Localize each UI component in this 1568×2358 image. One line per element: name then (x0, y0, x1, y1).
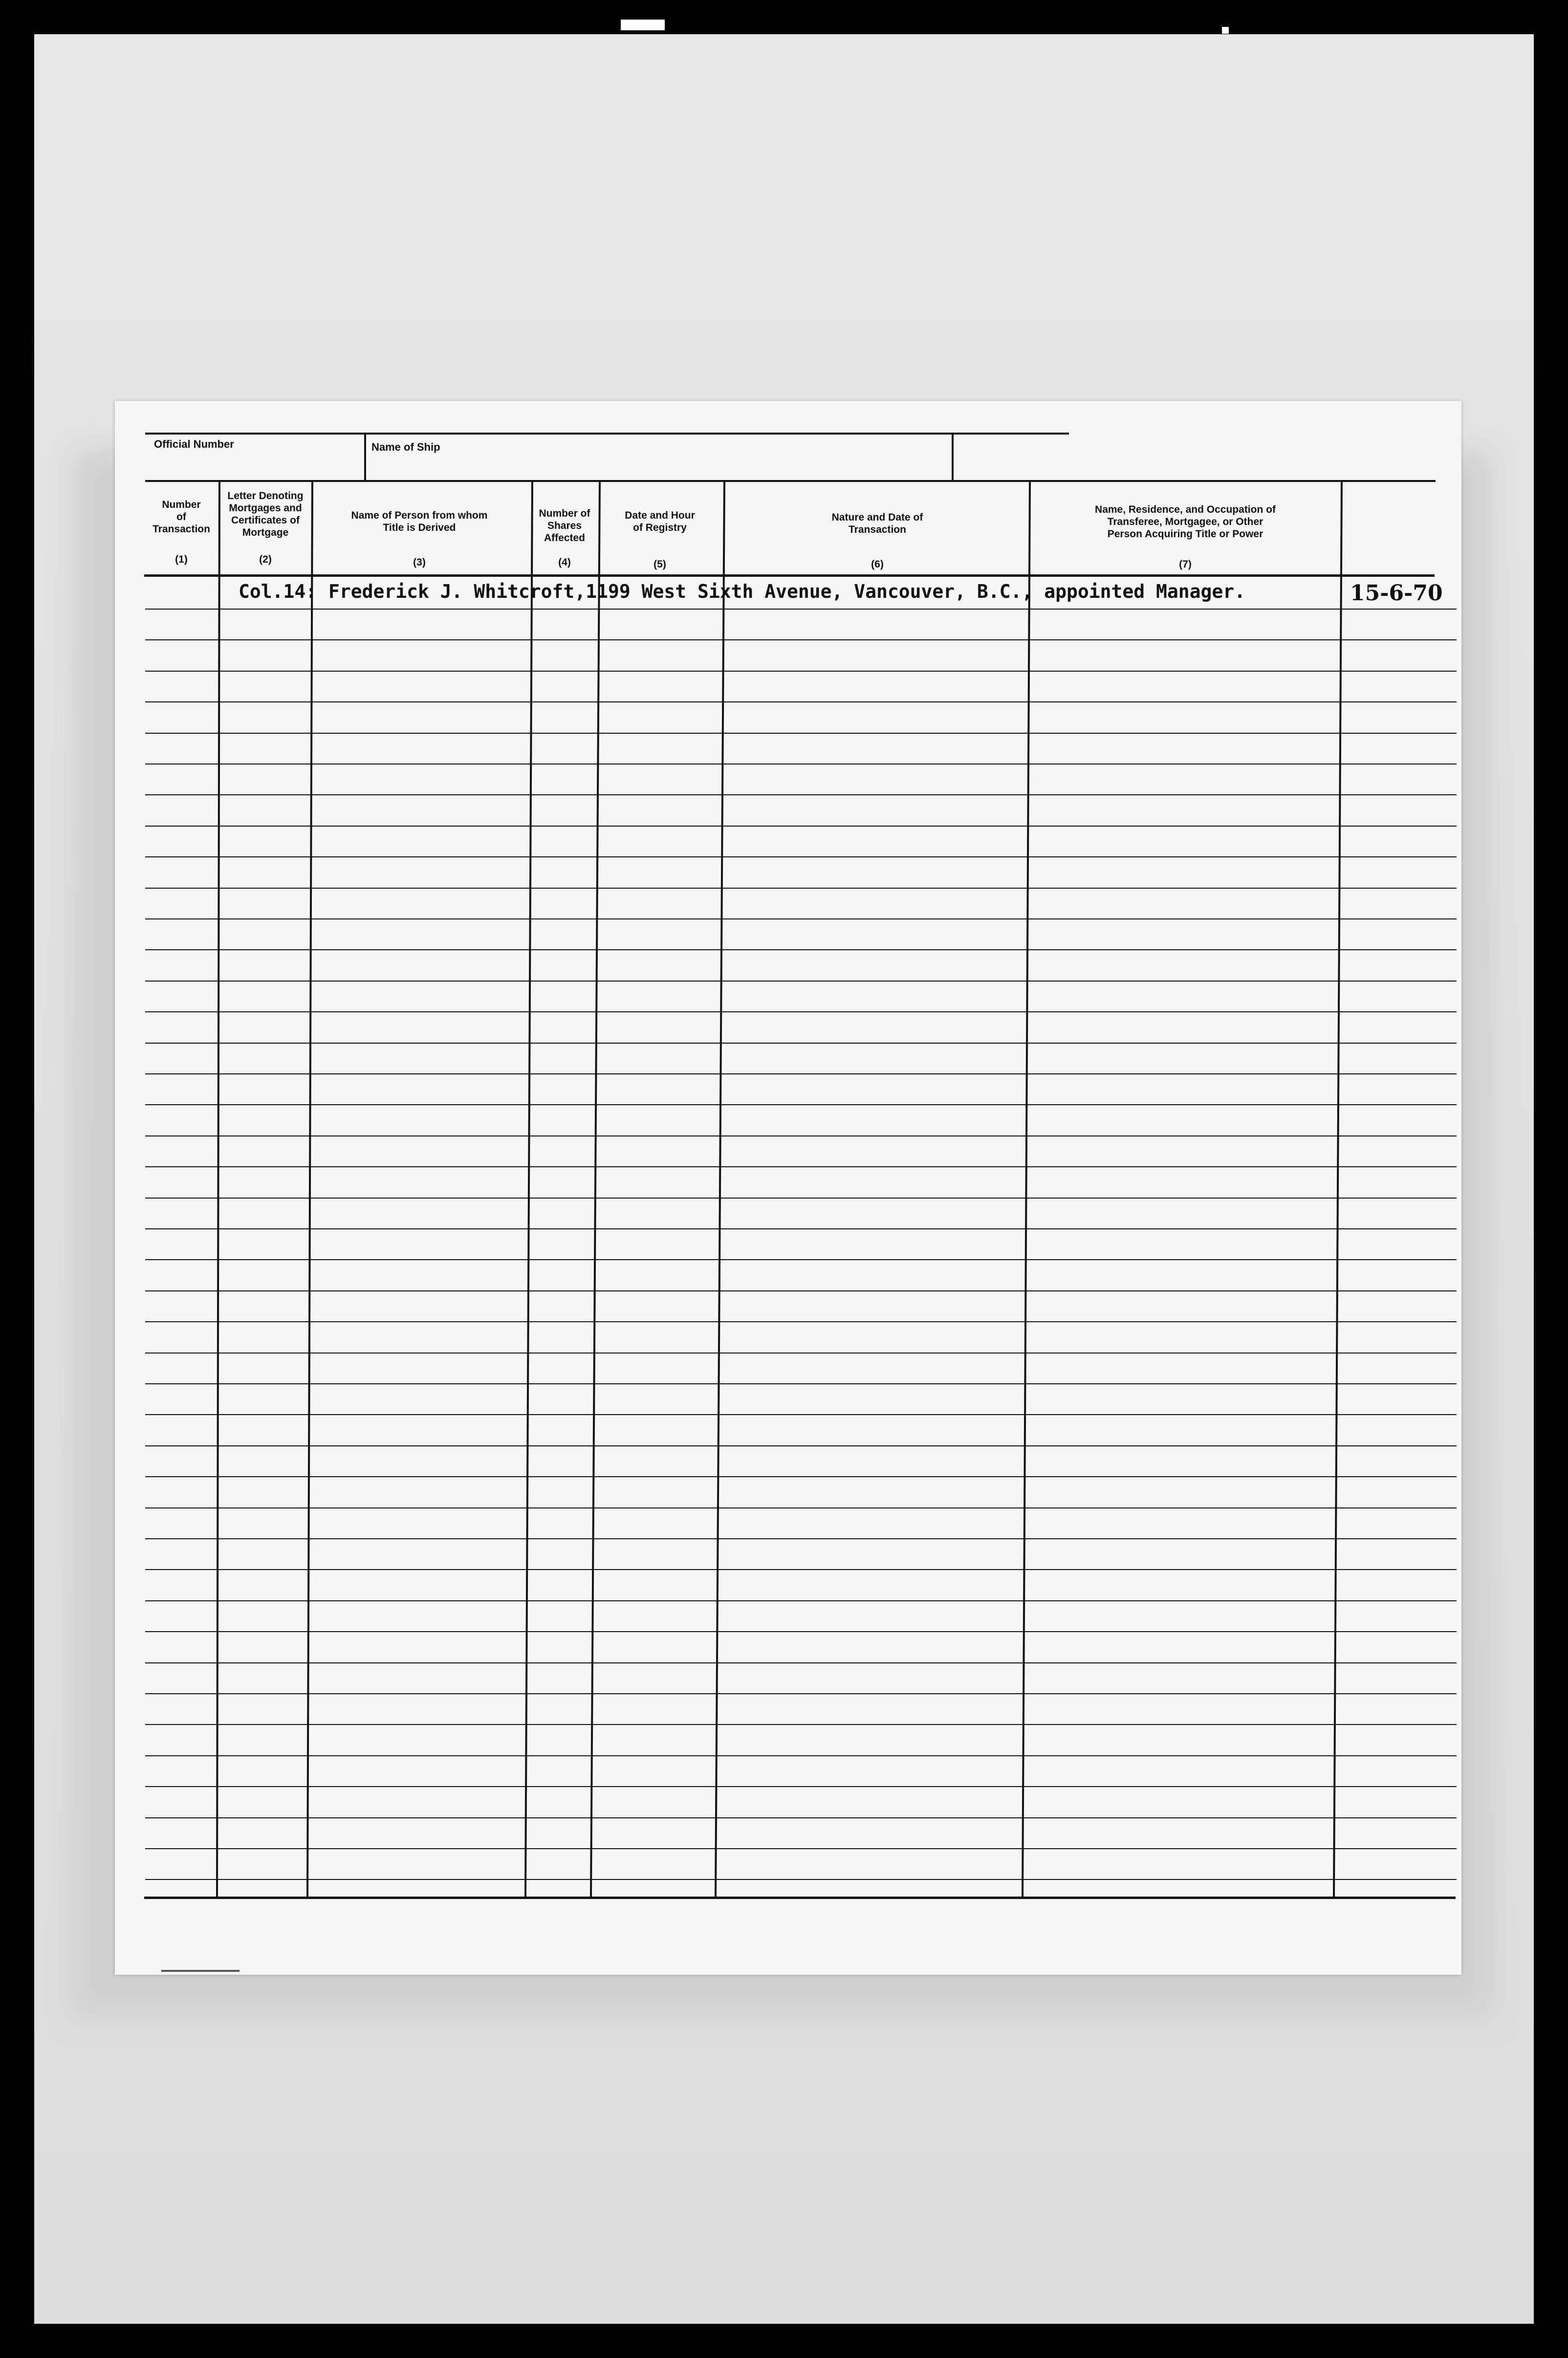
ledger-column-line (1022, 481, 1031, 1897)
col-1-number: (1) (175, 554, 188, 565)
ledger-row-line (145, 1786, 1457, 1787)
registry-form-sheet (115, 401, 1461, 1975)
ledger-row-line (145, 794, 1457, 795)
ledger-row-line (145, 1538, 1457, 1539)
ledger-row-line (145, 1755, 1457, 1756)
col-7-number: (7) (1179, 559, 1192, 570)
ledger-row-line (145, 1259, 1457, 1260)
col-2-title: Letter Denoting Mortgages and Certificates of Mortgage (227, 490, 304, 538)
entry-date: 15-6-70 (1350, 581, 1443, 606)
col-5-number: (5) (653, 559, 666, 570)
ledger-row-line (145, 1228, 1457, 1229)
ledger-column-line (524, 481, 533, 1897)
film-mark (161, 1970, 240, 1972)
ledger-row-line (145, 856, 1457, 857)
ledger-column-line (306, 481, 313, 1897)
ledger-row-line (145, 1198, 1457, 1199)
name-of-ship-label: Name of Ship (371, 441, 440, 453)
ledger-row-line (145, 1600, 1457, 1601)
entry-text: Frederick J. Whitcroft,1199 West Sixth Avenue, Vancouver, B.C., appointed Manager. (328, 581, 1245, 602)
ledger-row-line (145, 639, 1457, 640)
col-5-title: Date and Hour of Registry (625, 510, 695, 533)
ledger-row-line (145, 1507, 1457, 1508)
col-2-number: (2) (259, 554, 272, 565)
col-1-title: Number of Transaction (152, 499, 210, 535)
ledger-row-line (145, 918, 1457, 919)
ledger-row-line (145, 1724, 1457, 1725)
ledger-column-line (590, 481, 601, 1897)
ledger-row-line (145, 701, 1457, 702)
ledger-row-line (145, 1848, 1457, 1849)
ledger-column-line (216, 481, 220, 1897)
entry-reference: Col.14: (239, 581, 317, 602)
film-mark (1222, 27, 1229, 34)
ledger-row-line (145, 609, 1457, 610)
film-mark (621, 20, 665, 30)
ledger-row-line (145, 1693, 1457, 1694)
ledger-row-line (145, 1569, 1457, 1570)
ledger-row-line (145, 1043, 1457, 1044)
ledger-row-line (145, 1353, 1457, 1354)
ledger-column-line (715, 481, 725, 1897)
ledger-row-line (145, 1135, 1457, 1136)
ledger-row-line (145, 1383, 1457, 1384)
ledger-row-line (145, 1662, 1457, 1663)
ledger-row-line (145, 733, 1457, 734)
col-4-title: Number of Shares Affected (539, 508, 590, 544)
col-3-number: (3) (413, 557, 426, 568)
ledger-row-line (145, 1011, 1457, 1012)
col-3-title: Name of Person from whom Title is Derived (351, 510, 488, 533)
ledger-row-line (145, 1166, 1457, 1167)
ledger-row-line (145, 1631, 1457, 1632)
ledger-row-line (145, 888, 1457, 889)
ledger-bottom-rule (144, 1897, 1456, 1899)
ledger-row-line (145, 1879, 1457, 1880)
ledger-row-line (145, 949, 1457, 950)
ledger-row-line (145, 1290, 1457, 1291)
ledger-row-line (145, 1321, 1457, 1322)
ledger-row-line (145, 1817, 1457, 1818)
ledger-row-line (145, 1104, 1457, 1105)
ledger-row-line (145, 1445, 1457, 1446)
col-7-title: Name, Residence, and Occupation of Transferee, Mortgagee, or Other Person Acquiring Title or Power (1095, 504, 1276, 540)
ledger-row-line (145, 671, 1457, 672)
ledger-row-line (145, 1414, 1457, 1415)
official-number-label: Official Number (154, 438, 234, 450)
ledger-row-line (145, 981, 1457, 982)
ledger-column-line (1333, 481, 1343, 1897)
col-4-number: (4) (558, 557, 571, 568)
col-6-number: (6) (871, 559, 884, 570)
ledger-row-line (145, 826, 1457, 827)
col-6-title: Nature and Date of Transaction (831, 512, 923, 535)
ledger-row-line (145, 1476, 1457, 1477)
ledger-row-line (145, 1073, 1457, 1074)
